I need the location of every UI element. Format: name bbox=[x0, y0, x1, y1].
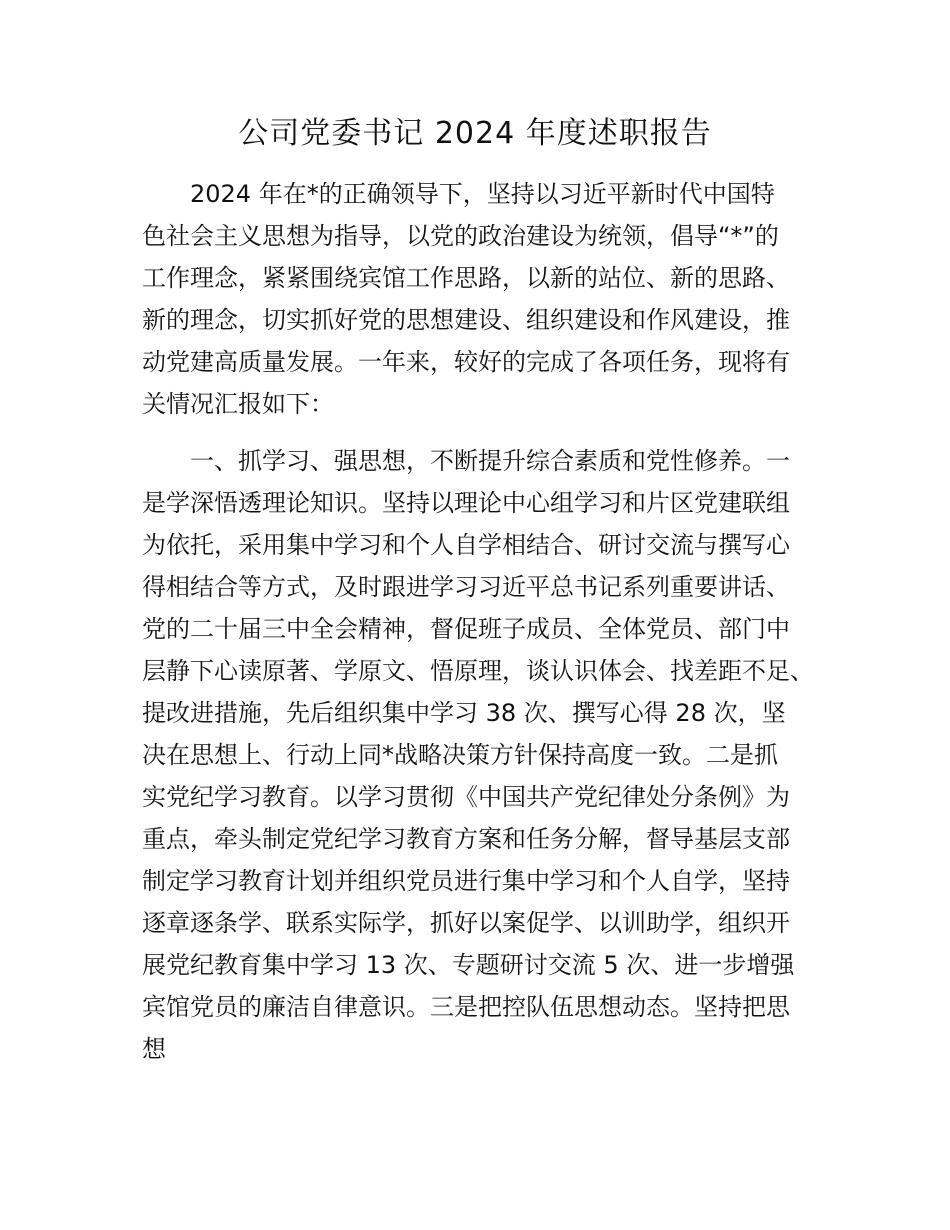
paragraph-2-line-4: 得相结合等方式，及时跟进学习习近平总书记系列重要讲话、 bbox=[142, 573, 790, 601]
paragraph-1-line-5: 动党建高质量发展。一年来，较好的完成了各项任务，现将有 bbox=[142, 348, 790, 376]
paragraph-1-line-6: 关情况汇报如下： bbox=[142, 390, 334, 418]
paragraph-2-line-12: 逐章逐条学、联系实际学，抓好以案促学、以训助学，组织开 bbox=[142, 909, 790, 937]
paragraph-1-line-2: 色社会主义思想为指导，以党的政治建设为统领，倡导“*”的 bbox=[142, 222, 779, 250]
paragraph-2-line-11: 制定学习教育计划并组织党员进行集中学习和个人自学，坚持 bbox=[142, 867, 790, 895]
paragraph-2-line-6: 层静下心读原著、学原文、悟原理，谈认识体会、找差距不足、 bbox=[142, 657, 814, 685]
paragraph-2-line-3: 为依托，采用集中学习和个人自学相结合、研讨交流与撰写心 bbox=[142, 531, 790, 559]
paragraph-1-line-3: 工作理念，紧紧围绕宾馆工作思路，以新的站位、新的思路、 bbox=[142, 264, 790, 292]
paragraph-1-line-1: 2024 年在*的正确领导下，坚持以习近平新时代中国特 bbox=[190, 180, 775, 208]
paragraph-2-line-15: 想 bbox=[142, 1035, 166, 1063]
paragraph-2-line-9: 实党纪学习教育。以学习贯彻《中国共产党纪律处分条例》为 bbox=[142, 783, 790, 811]
paragraph-2-line-5: 党的二十届三中全会精神，督促班子成员、全体党员、部门中 bbox=[142, 615, 790, 643]
paragraph-2-line-7: 提改进措施，先后组织集中学习 38 次、撰写心得 28 次，坚 bbox=[142, 699, 786, 727]
document-title: 公司党委书记 2024 年度述职报告 bbox=[238, 116, 712, 151]
paragraph-2-line-10: 重点，牵头制定党纪学习教育方案和任务分解，督导基层支部 bbox=[142, 825, 790, 853]
paragraph-2-line-13: 展党纪教育集中学习 13 次、专题研讨交流 5 次、进一步增强 bbox=[142, 951, 795, 979]
paragraph-2-line-1: 一、抓学习、强思想，不断提升综合素质和党性修养。一 bbox=[190, 447, 790, 475]
paragraph-2-line-8: 决在思想上、行动上同*战略决策方针保持高度一致。二是抓 bbox=[142, 741, 778, 769]
paragraph-1-line-4: 新的理念，切实抓好党的思想建设、组织建设和作风建设，推 bbox=[142, 306, 790, 334]
paragraph-2-line-2: 是学深悟透理论知识。坚持以理论中心组学习和片区党建联组 bbox=[142, 489, 790, 517]
paragraph-2-line-14: 宾馆党员的廉洁自律意识。三是把控队伍思想动态。坚持把思 bbox=[142, 993, 790, 1021]
